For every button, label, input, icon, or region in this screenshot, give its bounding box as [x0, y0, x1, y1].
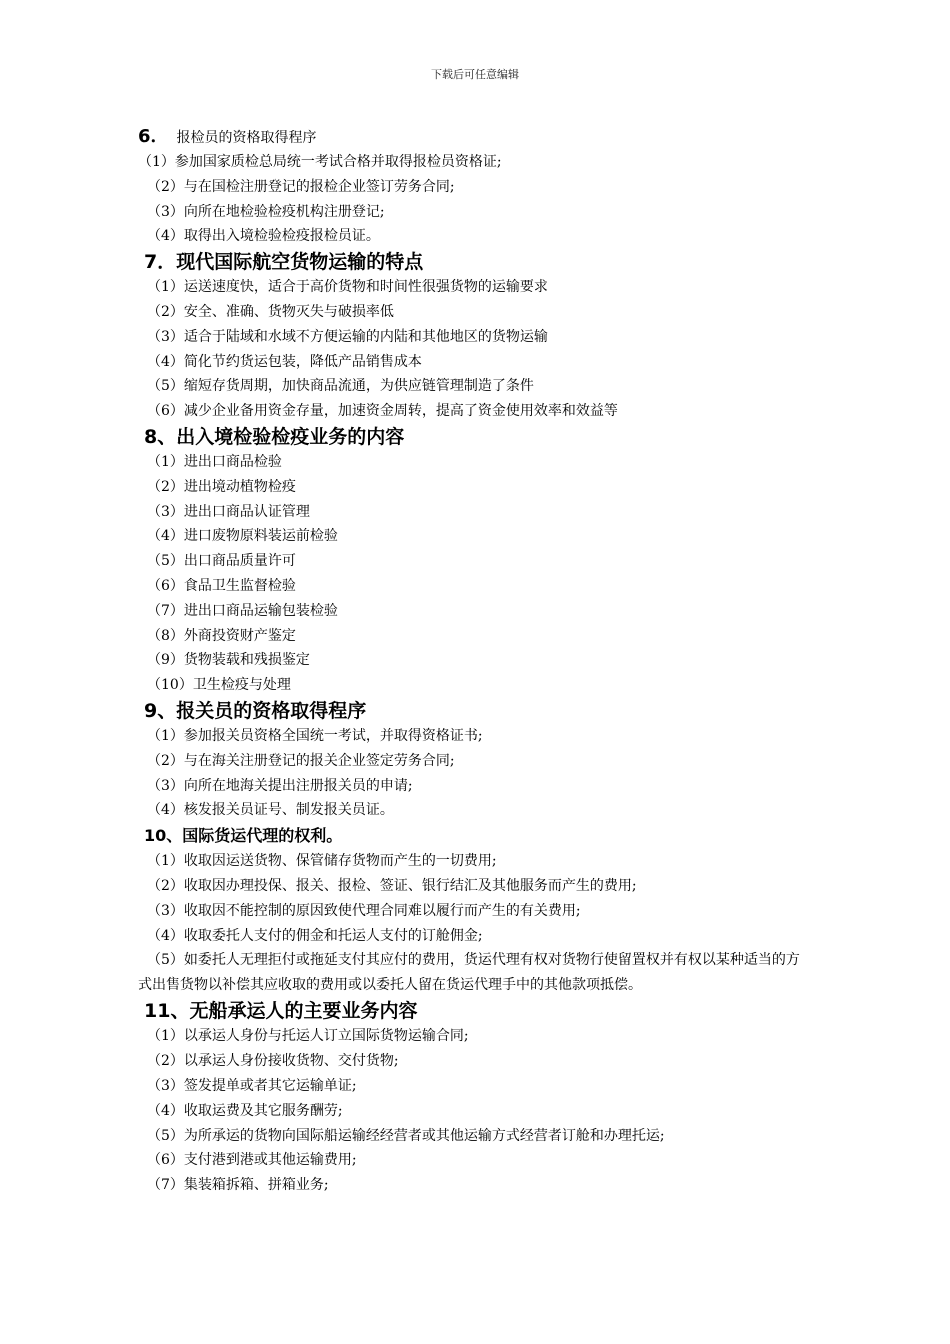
- list-item: （10）卫生检疫与处理: [147, 677, 291, 694]
- section-11: [138, 998, 818, 1198]
- section-heading: 11、无船承运人的主要业务内容: [144, 1000, 418, 1023]
- section-heading: [138, 124, 818, 150]
- section-heading: 8、出入境检验检疫业务的内容: [144, 425, 405, 448]
- list-item: （1）参加国家质检总局统一考试合格并取得报检员资格证;: [138, 154, 502, 170]
- section-9: [138, 698, 818, 823]
- section-10: [138, 823, 818, 998]
- page-header-note: 下载后可任意编辑: [431, 68, 519, 81]
- list-item: （4）简化节约货运包装，降低产品销售成本: [147, 353, 422, 370]
- list-item: （6）食品卫生监督检验: [147, 577, 296, 594]
- list-item: （6）减少企业备用资金存量，加速资金周转，提高了资金使用效率和效益等: [147, 403, 618, 420]
- list-item: （1）参加报关员资格全国统一考试，并取得资格证书;: [147, 727, 483, 744]
- list-item: （5）出口商品质量许可: [147, 553, 296, 570]
- section-number: 6．: [138, 126, 169, 147]
- list-item: （2）安全、准确、货物灭失与破损率低: [147, 303, 394, 320]
- list-item: （1）以承运人身份与托运人订立国际货物运输合同;: [147, 1028, 469, 1045]
- list-item: （1）运送速度快，适合于高价货物和时间性很强货物的运输要求: [147, 279, 548, 296]
- list-item: （2）进出境动植物检疫: [147, 478, 296, 495]
- list-item: （3）签发提单或者其它运输单证;: [147, 1077, 357, 1094]
- list-item: （3）进出口商品认证管理: [147, 503, 310, 520]
- section-heading: 10、国际货运代理的权利。: [144, 826, 343, 846]
- list-item: （2）与在海关注册登记的报关企业签定劳务合同;: [147, 752, 455, 769]
- section-heading: 7．现代国际航空货物运输的特点: [144, 251, 424, 274]
- list-item: （3）收取因不能控制的原因致使代理合同难以履行而产生的有关费用;: [147, 902, 581, 919]
- list-item: （8）外商投资财产鉴定: [147, 627, 296, 644]
- list-item: （1）收取因运送货物、保管储存货物而产生的一切费用;: [147, 853, 497, 870]
- list-item: （5）缩短存货周期，加快商品流通，为供应链管理制造了条件: [147, 378, 534, 395]
- list-item: （4）核发报关员证号、制发报关员证。: [147, 802, 394, 819]
- list-item: （4）收取运费及其它服务酬劳;: [147, 1102, 343, 1119]
- list-item: （7）进出口商品运输包装检验: [147, 602, 338, 619]
- list-item: （6）支付港到港或其他运输费用;: [147, 1152, 357, 1169]
- list-item: （3）适合于陆域和水域不方便运输的内陆和其他地区的货物运输: [147, 328, 548, 345]
- list-item: （2）收取因办理投保、报关、报检、签证、银行结汇及其他服务而产生的费用;: [147, 877, 637, 894]
- list-item: （1）进出口商品检验: [147, 453, 282, 470]
- list-item: （9）货物装载和残损鉴定: [147, 652, 310, 669]
- list-item: （4）取得出入境检验检疫报检员证。: [147, 228, 380, 245]
- list-item: （3）向所在地海关提出注册报关员的申请;: [147, 777, 413, 794]
- list-item-wrapped: （5）如委托人无理拒付或拖延支付其应付的费用，货运代理有权对货物行使留置权并有权以某种适当的方式出售货物以补偿其应收取的费用或以委托人留在货运代理手中的其他款项抵偿。: [138, 952, 800, 994]
- section-8: [138, 424, 818, 698]
- list-item: （2）与在国检注册登记的报检企业签订劳务合同;: [147, 178, 455, 195]
- list-item: （3）向所在地检验检疫机构注册登记;: [147, 203, 385, 220]
- list-item: （4）进口废物原料装运前检验: [147, 528, 338, 545]
- section-title: 报检员的资格取得程序: [176, 130, 317, 146]
- list-item: （7）集装箱拆箱、拼箱业务;: [147, 1177, 329, 1194]
- section-6: [138, 124, 818, 249]
- section-7: [138, 249, 818, 424]
- document-body: [138, 124, 818, 1198]
- list-item: （5）为所承运的货物向国际船运输经经营者或其他运输方式经营者订舱和办理托运;: [147, 1127, 665, 1144]
- list-item: （4）收取委托人支付的佣金和托运人支付的订舱佣金;: [147, 927, 483, 944]
- section-heading: 9、报关员的资格取得程序: [144, 699, 367, 722]
- list-item: （2）以承运人身份接收货物、交付货物;: [147, 1053, 399, 1070]
